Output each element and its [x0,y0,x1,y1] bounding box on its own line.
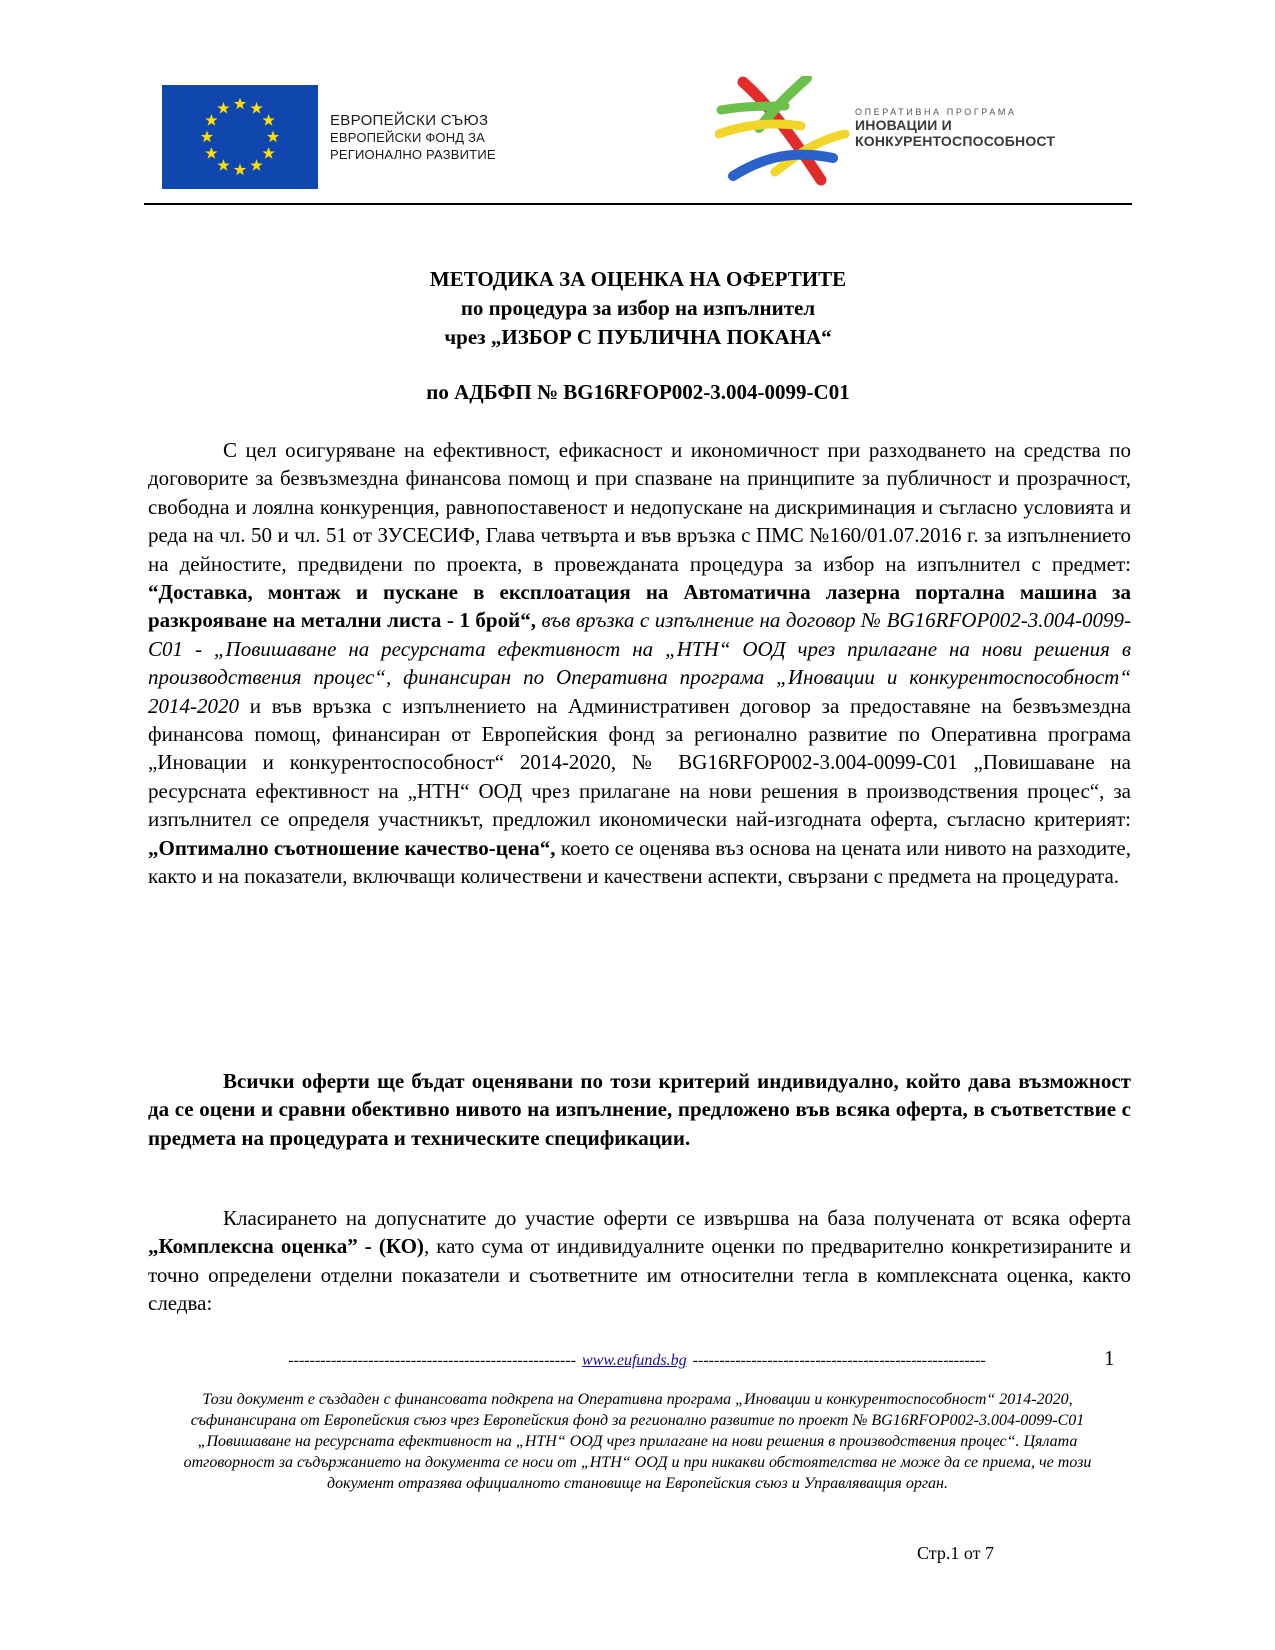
complex-score-term: „Комплексна оценка” - (КО) [148,1234,424,1259]
page-number: 1 [1104,1346,1115,1370]
intro-text: С цел осигуряване на ефективност, ефикасност и икономичност при разходването на средства по договорите за безвъзмездна финансова помощ и при спазване на принципите за публичност и прозрачност, свободна и лоялна конкуренция, равнопоставеност и недопускане на дискриминация и съгласно условията и реда на чл. 50 и чл. 51 от ЗУСЕСИФ, Глава четвърта и във връзка с ПМС №160/01.07.2016 г. за изпълнението на дейностите, предвидени по проекта, в провежданата процедура за избор на изпълнител с предмет: [148,438,1131,576]
eu-logo-text [330,112,496,163]
criterion-name: „Оптимално съотношение качество-цена“, [148,835,556,860]
ranking-paragraph [148,1204,1131,1318]
eu-star-icon [262,114,274,126]
funding-disclaimer: Този документ е създаден с финансовата подкрепа на Оперативна програма „Иновации и конкурентоспособност“ 2014-2020, съфинансирана от Европейския съюз чрез Европейския фонд за регионално развитие по проект № BG16RFOP002-3.004-0099-C01 „Повишаване на ресурсната ефективност на „НТН“ ООД чрез прилагане на нови решения в производствения процес“. Цялата отговорност за съдържанието на документа се носи от „НТН“ ООД и при никакви обстоятелства не може да се приема, че този документ отразява официалното становище на Европейския съюз и Управляващия орган. [183,1391,1092,1492]
ranking-text: Класирането на допуснатите до участие оферти се извършва на база получената от всяка оферта [223,1206,1131,1230]
eu-star-icon [250,159,262,171]
op-innovation-logo-icon [715,76,855,186]
eufunds-link[interactable]: www.eufunds.bg [582,1352,687,1369]
document-title [144,265,1132,352]
contract-reference: във връзка с изпълнение на договор № BG16RFOP002-3.004-0099-C01 - „Повишаване на ресурсната ефективност на „НТН“ ООД чрез прилагане на нови решения в производствения процес“, финансиран по Оперативна програма „Иновации и конкурентоспособност“ 2014-2020 [148,608,1131,718]
op-title-line-1: ИНОВАЦИИ И [855,117,952,133]
footer-link-line [232,1352,1042,1370]
eu-star-icon [217,102,229,114]
eu-star-icon [262,147,274,159]
eu-star-icon [267,131,279,143]
title-line-2: по процедура за избор на изпълнител [460,296,816,320]
ranking-text-end: , като сума от индивидуалните оценки по предварително конкретизираните и точно определени отделни показатели и съответните им относителни тегла в комплексната оценка, както следва: [148,1234,1132,1316]
title-line-3: чрез „ИЗБОР С ПУБЛИЧНА ПОКАНА“ [444,325,832,349]
eu-star-icon [205,147,217,159]
eu-star-icon [250,102,262,114]
eu-star-icon [205,114,217,126]
eu-line-2: ЕВРОПЕЙСКИ ФОНД ЗА [330,130,486,145]
eu-star-icon [217,159,229,171]
eu-line-1: ЕВРОПЕЙСКИ СЪЮЗ [330,112,489,129]
op-program-label: ОПЕРАТИВНА ПРОГРАМА [855,107,1017,117]
contract-number-heading: по АДБФП № BG16RFOP002-3.004-0099-C01 [426,380,850,404]
evaluation-paragraph: Всички оферти ще бъдат оценявани по този критерий индивидуално, който дава възможност да се оцени и сравни обективно нивото на изпълнение, предложено във всяка оферта, в съответствие с предмета на процедурата и техническите спецификации. [148,1069,1131,1150]
eu-line-3: РЕГИОНАЛНО РАЗВИТИЕ [330,147,496,162]
eu-star-icon [234,98,246,110]
procurement-subject: “Доставка, монтаж и пускане в експлоатация на Автоматична лазерна портална машина за разкрояване на метални листа - 1 брой“, [148,580,1131,633]
intro-paragraph [148,436,1131,891]
footer-dashes-left: ------------------------------------------------------ [288,1352,577,1369]
op-logo-text [855,107,1055,149]
op-title-line-2: КОНКУРЕНТОСПОСОБНОСТ [855,133,1056,149]
eu-flag-icon [162,85,318,189]
page-counter: Стр.1 от 7 [917,1543,994,1563]
footer-dashes-right: ------------------------------------------------------- [692,1352,986,1369]
title-line-1: МЕТОДИКА ЗА ОЦЕНКА НА ОФЕРТИТЕ [429,267,847,291]
eu-star-icon [234,164,246,176]
eu-star-icon [201,131,213,143]
criterion-description: което се оценява въз основа на цената или нивото на разходите, както и на показатели, включващи количествени и качествени аспекти, свързани с предмета на процедурата. [148,835,1131,889]
admin-contract-text: и във връзка с изпълнението на Административен договор за предоставяне на безвъзмездна финансова помощ, финансиран от Европейския фонд за регионално развитие по Оперативна програма „Иновации и конкурентоспособност“ 2014-2020, № BG16RFOP002-3.004-0099-C01 „Повишаване на ресурсната ефективност на „НТН“ ООД чрез прилагане на нови решения в производствения процес“, за изпълнител се определя участникът, предложил икономически най-изгодната оферта, съгласно критерият: [148,693,1131,832]
header-divider [144,203,1132,205]
